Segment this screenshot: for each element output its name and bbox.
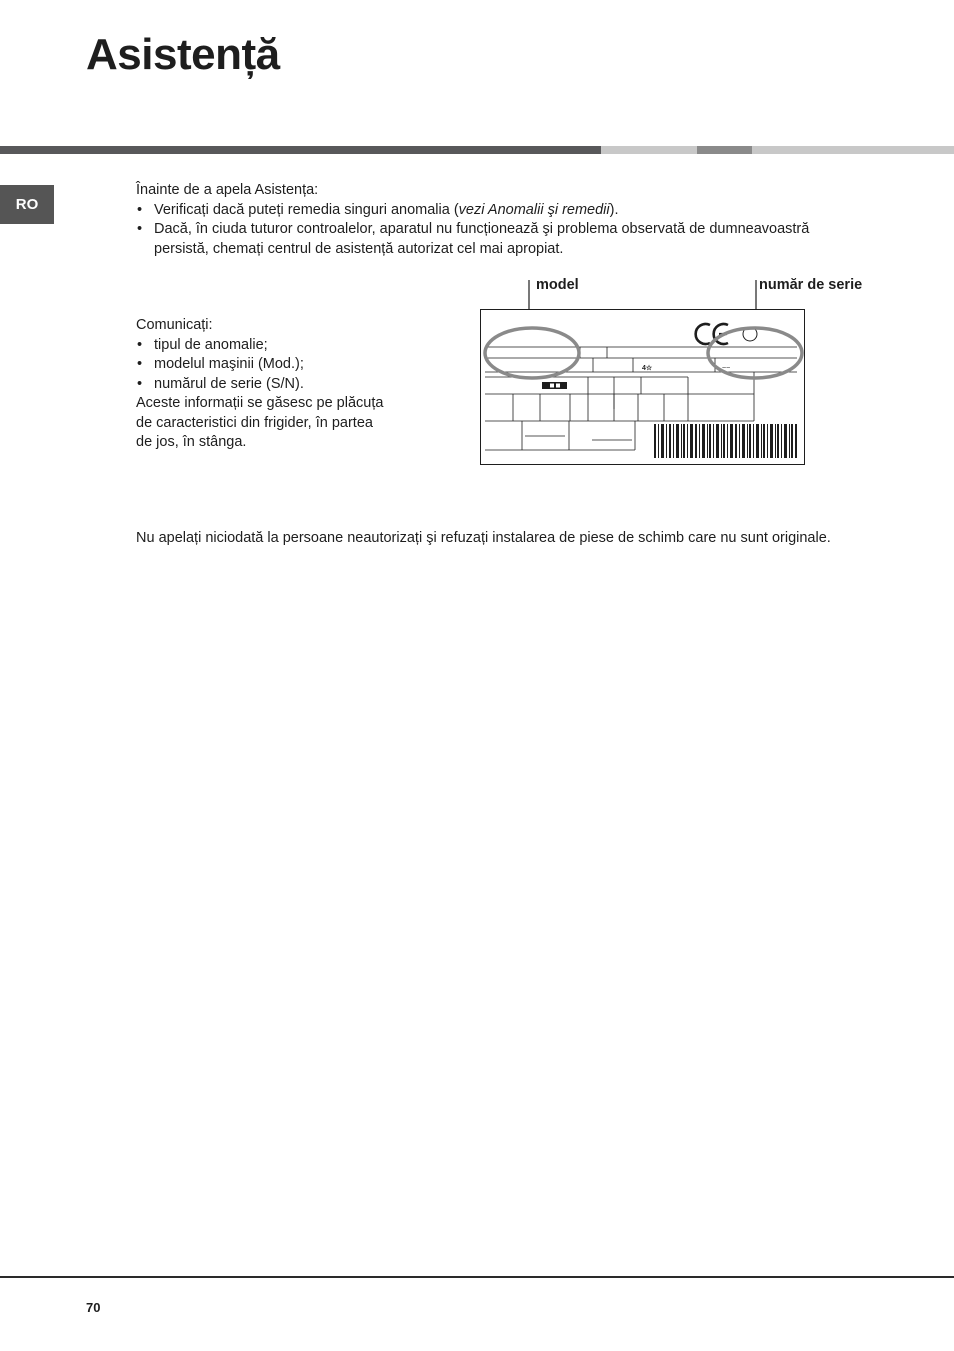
svg-text:4☆: 4☆ (642, 365, 653, 372)
communicate-item: • modelul maşinii (Mod.); (136, 355, 436, 375)
plate-location-note: de caracteristici din frigider, în partea (136, 414, 373, 431)
bullet-1-text: Verificați dacă puteți remedia singuri anomalia ( (154, 201, 459, 218)
anomalies-reference: vezi Anomalii şi remedii (458, 201, 610, 218)
communicate-section (136, 316, 436, 453)
header-band-mid (697, 146, 752, 154)
intro-bullet-2 (136, 220, 916, 259)
intro-bullet-1 (136, 201, 916, 221)
page-title: Asistență (86, 30, 280, 79)
plate-location-note: Aceste informații se găsesc pe plăcuța (136, 395, 384, 411)
header-band-light (601, 146, 697, 154)
rating-plate-diagram (470, 276, 815, 472)
warning-text: Nu apelați niciodată la persoane neautorizați şi refuzați instalarea de piese de schimb care nu sunt originale. (136, 530, 831, 546)
model-label: model (536, 277, 579, 293)
footer-rule (0, 1276, 954, 1278)
language-tab: RO (0, 185, 54, 224)
page-number: 70 (86, 1300, 101, 1315)
bullet-2-line-1: Dacă, în ciuda tuturor controalelor, aparatul nu funcționează şi problema observată de dumneavoastră (154, 221, 810, 237)
serial-number-label: număr de serie (759, 277, 863, 293)
communicate-lead: Comunicați: (136, 317, 213, 333)
header-band-light-end (752, 146, 954, 154)
plate-location-note: de jos, în stânga. (136, 434, 247, 450)
intro-lead: Înainte de a apela Asistența: (136, 182, 319, 198)
communicate-item: • numărul de serie (S/N). (136, 375, 436, 395)
bullet-1-end: ). (609, 201, 619, 218)
svg-text:~~: ~~ (722, 365, 731, 372)
bullet-2-line-2: persistă, chemați centrul de asistență autorizat cel mai apropiat. (154, 240, 564, 257)
header-band-dark (0, 146, 601, 154)
communicate-item: • tipul de anomalie; (136, 336, 436, 356)
intro-section (136, 181, 916, 259)
